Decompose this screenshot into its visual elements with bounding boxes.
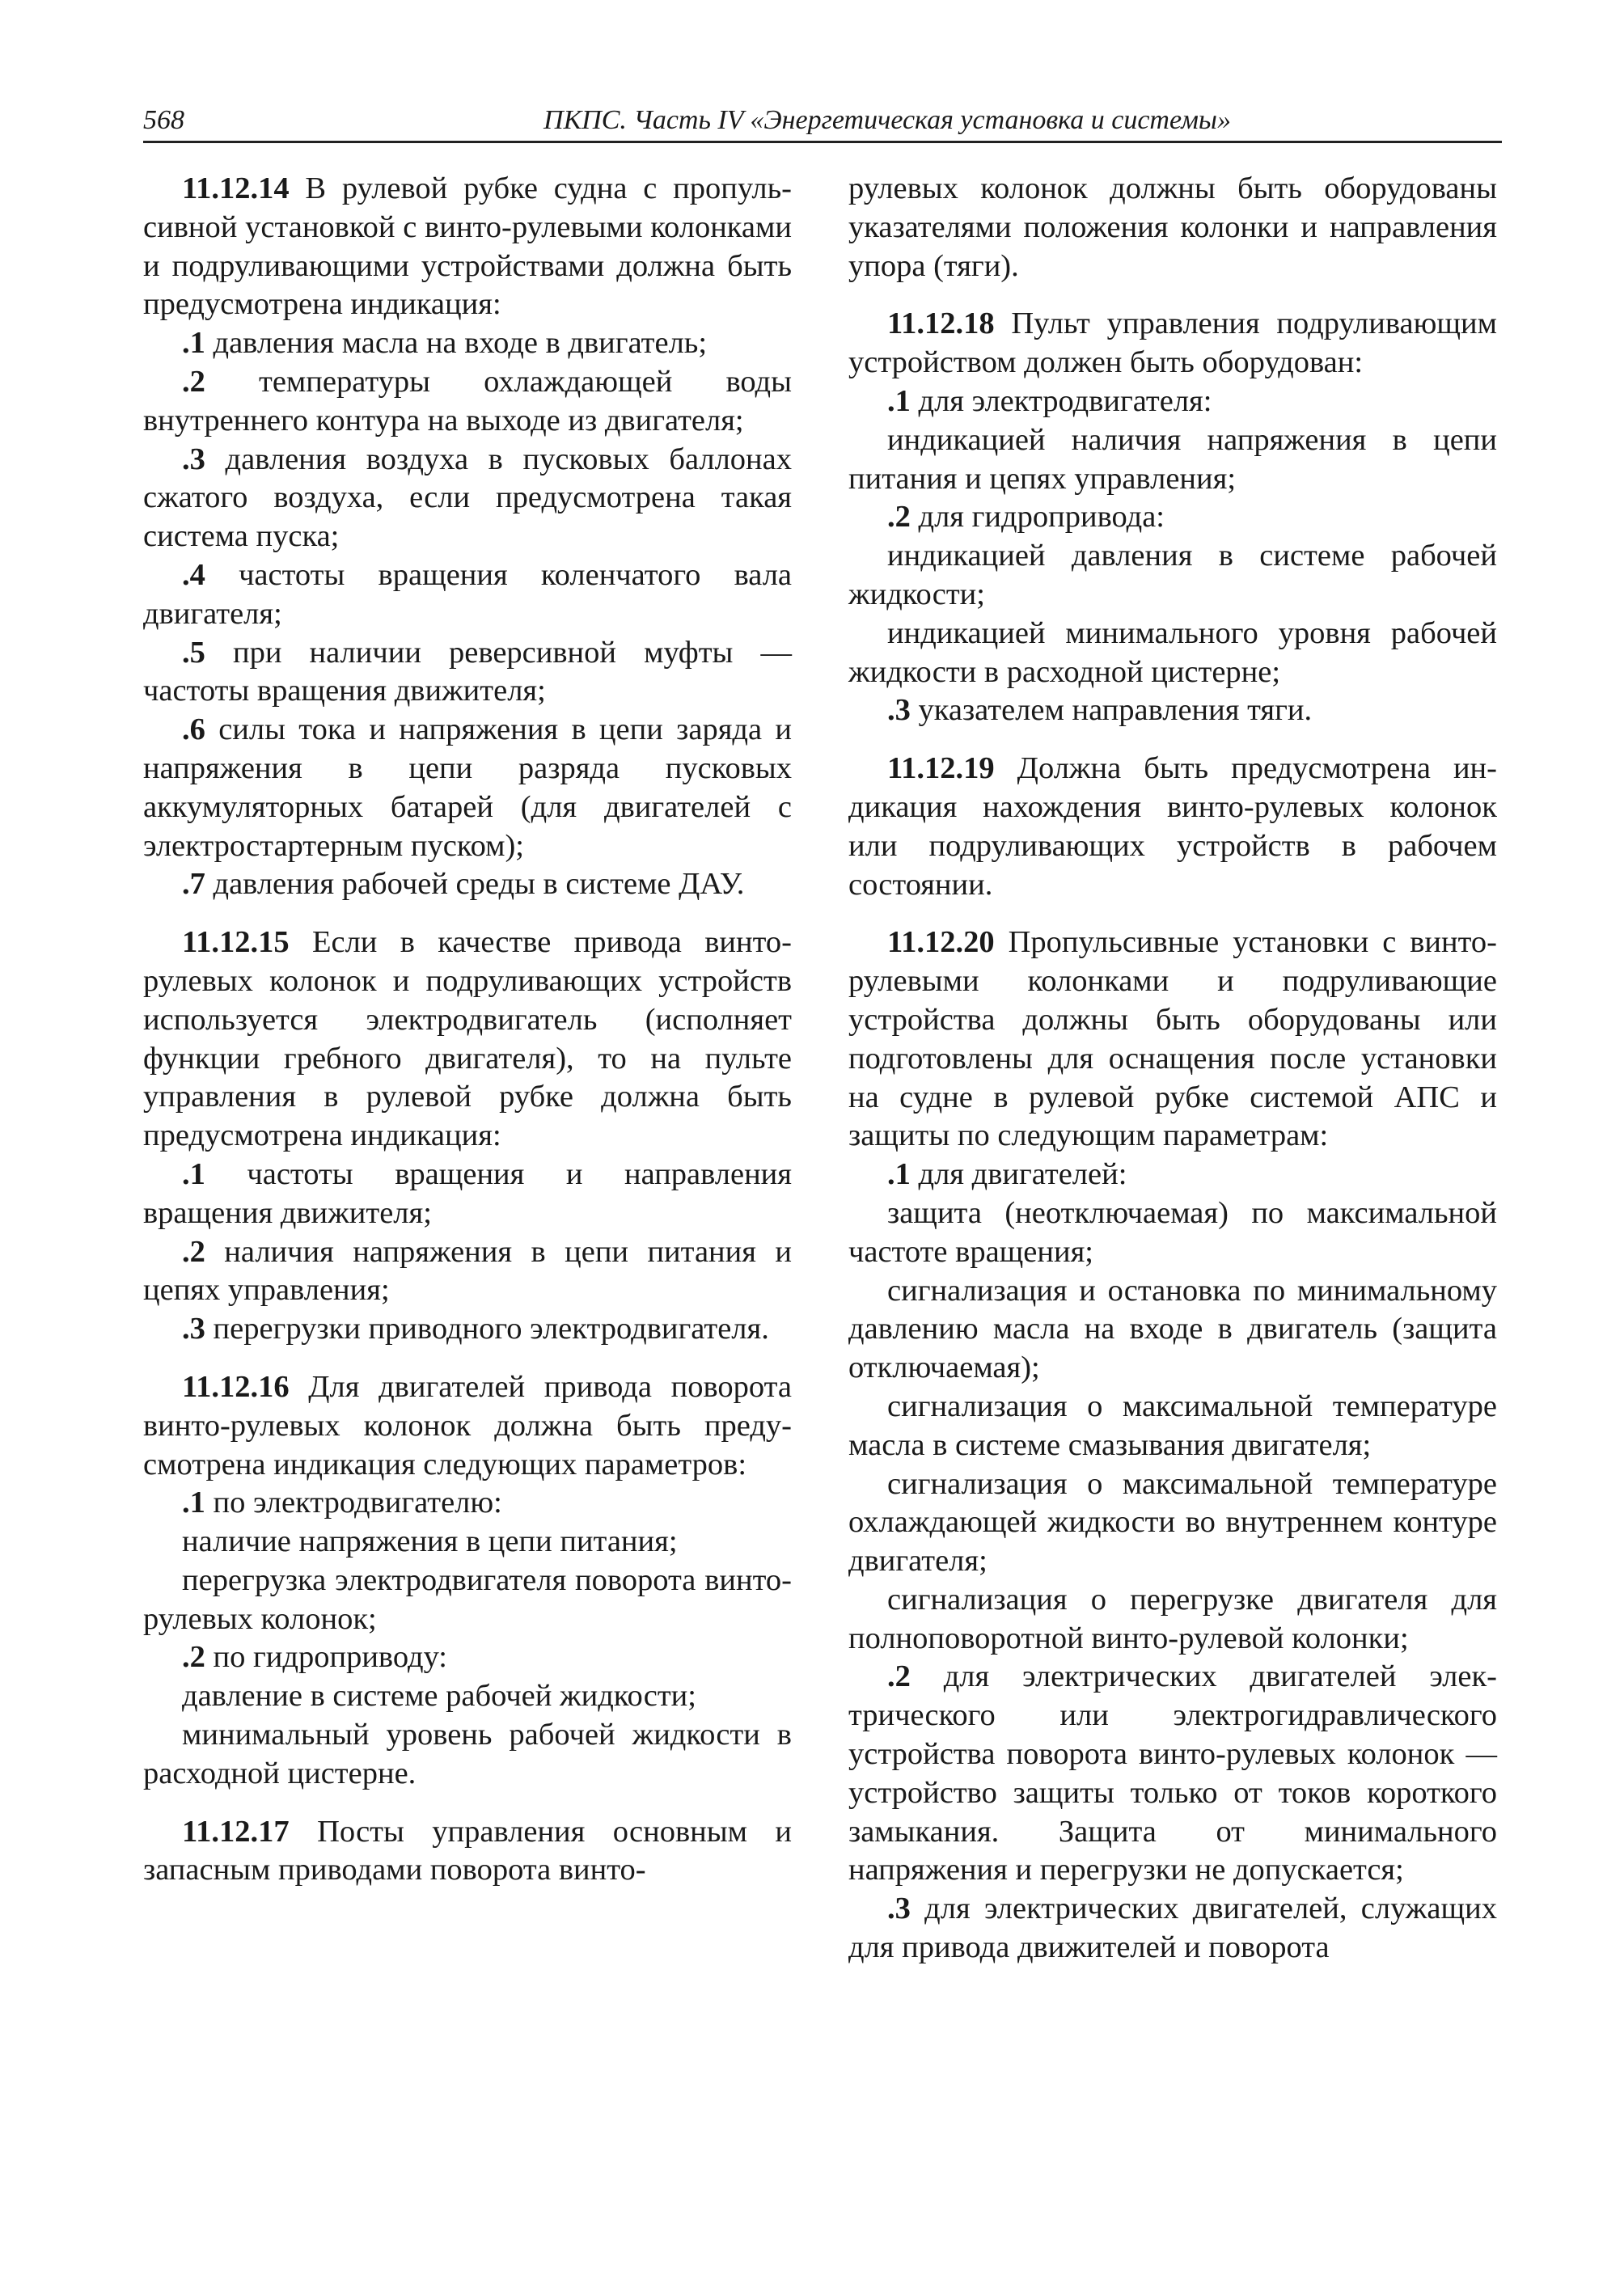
list-item — [848, 1658, 1497, 1890]
section-paragraph — [848, 924, 1497, 1156]
paragraph-text: по электродвигателю: — [205, 1486, 502, 1520]
paragraph-text: перегрузки приводного электродвигателя. — [205, 1312, 769, 1346]
sub-paragraph — [848, 421, 1497, 499]
item-label: .1 — [182, 326, 205, 361]
list-item — [848, 1156, 1497, 1194]
paragraph-text: перегрузка электродвигателя поворота винто-рулевых колонок; — [143, 1562, 792, 1636]
list-item — [143, 441, 792, 556]
list-item — [143, 1638, 792, 1677]
item-label: .2 — [887, 1659, 911, 1694]
paragraph-text: давления рабочей среды в системе ДАУ. — [205, 867, 745, 902]
section-paragraph — [848, 750, 1497, 904]
paragraph-text: давления масла на входе в двигатель; — [205, 326, 708, 361]
page-header — [143, 95, 1502, 143]
list-item — [848, 691, 1497, 730]
item-label: .3 — [887, 693, 911, 728]
list-item — [848, 1890, 1497, 1968]
paragraph-text: указателем направления тяги. — [910, 693, 1313, 728]
paragraph-text: для электродвигателя: — [910, 383, 1212, 418]
paragraph-text: Для двигателей привода поворота винто-рулевых колонок должна быть предусмотрена индикация следующих параметров: — [143, 1369, 792, 1482]
list-item — [143, 711, 792, 865]
continued-paragraph — [848, 170, 1497, 285]
sub-paragraph — [848, 1194, 1497, 1272]
section-number: 11.12.18 — [887, 306, 995, 341]
section-number: 11.12.15 — [182, 925, 290, 960]
item-label: .1 — [887, 383, 911, 418]
paragraph-text: Если в качестве привода винторулевых колонок и подруливающих устройств используется электродвигатель (исполняет функции гребного двигателя), то на пульте управления в рулевой рубке должна быть предусмотрена индикация: — [143, 925, 792, 1153]
paragraph-text: сигнализация о максимальной температуре масла в системе смазывания двигателя; — [848, 1389, 1497, 1462]
paragraph-text: сигнализация о перегрузке двигателя для полноповоротной винто-рулевой колонки; — [848, 1582, 1497, 1655]
paragraph-text: рулевых колонок должны быть оборудованы указателями положения колонки и направления упора (тяги). — [848, 171, 1497, 283]
list-item — [143, 1310, 792, 1349]
item-label: .3 — [182, 1312, 205, 1346]
section-number: 11.12.19 — [887, 751, 995, 786]
paragraph-text: сигнализация и остановка по минимальному давлению масла на входе в двигатель (защита отключаемая); — [848, 1273, 1497, 1385]
item-label: .2 — [182, 1640, 205, 1675]
section-number: 11.12.17 — [182, 1814, 290, 1849]
list-item — [848, 498, 1497, 537]
sub-paragraph — [848, 1388, 1497, 1465]
section-number: 11.12.20 — [887, 925, 995, 960]
list-item — [143, 556, 792, 634]
paragraph-text: наличие напряжения в цепи питания; — [182, 1524, 678, 1559]
paragraph-text: защита (неотключаемая) по максимальной частоте вращения; — [848, 1195, 1497, 1269]
running-title: ПКПС. Часть IV «Энергетическая установка и системы» — [543, 105, 1231, 135]
paragraph-text: температуры охлаждающей воды внутреннего контура на выходе из двигателя; — [143, 364, 792, 437]
item-label: .5 — [182, 635, 205, 670]
section-paragraph — [848, 305, 1497, 383]
item-label: .2 — [182, 364, 205, 399]
paragraph-text: давление в системе рабочей жидкости; — [182, 1679, 696, 1714]
sub-paragraph — [143, 1677, 792, 1716]
section-paragraph — [143, 1813, 792, 1891]
list-item — [143, 865, 792, 904]
item-label: .3 — [887, 1892, 911, 1926]
item-label: .3 — [182, 442, 205, 476]
paragraph-text: силы тока и напряжения в цепи заряда и напряжения в цепи разряда пусковых аккумуляторных батарей (для двигателей с электростартерным пуском); — [143, 712, 792, 863]
paragraph-text: наличия напряжения в цепи питания и цепях управления; — [143, 1234, 792, 1308]
paragraph-text: Пульт управления подруливающим устройством должен быть оборудован: — [848, 306, 1497, 380]
sub-paragraph — [848, 537, 1497, 615]
item-label: .1 — [182, 1156, 205, 1191]
paragraph-text: для электрических двигателей электрического или электрогидравлического устройства поворота винто-рулевых колонок — устройство защиты только от токов короткого замыкания. Защита от минимального напряжения и перегрузки не допускается; — [848, 1659, 1497, 1887]
item-label: .4 — [182, 557, 205, 592]
left-column — [143, 170, 792, 1890]
item-label: .1 — [887, 1157, 911, 1192]
paragraph-text: индикацией минимального уровня рабочей жидкости в расходной цистерне; — [848, 615, 1497, 689]
paragraph-text: для электрических двигателей, служащих для привода движителей и поворота — [848, 1892, 1497, 1965]
item-label: .1 — [182, 1486, 205, 1520]
paragraph-text: для двигателей: — [910, 1157, 1127, 1192]
list-item — [143, 324, 792, 363]
item-label: .6 — [182, 712, 205, 747]
paragraph-text: Пропульсивные установки с винто-рулевыми колонками и подруливающие устройства должны быть оборудованы или подготовлены для оснащения после установки на судне в рулевой рубке системой АПС и защиты по следующим параметрам: — [848, 925, 1497, 1153]
section-paragraph — [143, 1368, 792, 1484]
section-number: 11.12.16 — [182, 1369, 290, 1404]
list-item — [143, 1484, 792, 1523]
sub-paragraph — [143, 1523, 792, 1562]
paragraph-text: В рулевой рубке судна с пропульсивной установкой с винто-рулевыми колонками и подруливающими устройствами должна быть предусмотрена индикация: — [143, 171, 792, 322]
list-item — [848, 383, 1497, 421]
paragraph-text: минимальный уровень рабочей жидкости в расходной цистерне. — [143, 1718, 792, 1790]
item-label: .2 — [182, 1234, 205, 1269]
sub-paragraph — [848, 1272, 1497, 1388]
paragraph-text: сигнализация о максимальной температуре охлаждающей жидкости во внутреннем контуре двигателя; — [848, 1466, 1497, 1579]
page-number: 568 — [143, 105, 184, 135]
item-label: .7 — [182, 867, 205, 902]
list-item — [143, 363, 792, 441]
paragraph-text: давления воздуха в пусковых баллонах сжатого воздуха, если предусмотрена такая система пуска; — [143, 442, 792, 554]
list-item — [143, 634, 792, 712]
paragraph-text: частоты вращения и направления вращения движителя; — [143, 1156, 792, 1230]
section-number: 11.12.14 — [182, 171, 290, 205]
paragraph-text: индикацией наличия напряжения в цепи питания и цепях управления; — [848, 422, 1497, 496]
paragraph-text: для гидропривода: — [910, 500, 1165, 535]
list-item — [143, 1156, 792, 1233]
sub-paragraph — [143, 1562, 792, 1639]
section-paragraph — [143, 924, 792, 1156]
paragraph-text: индикацией давления в системе рабочей жидкости; — [848, 539, 1497, 611]
sub-paragraph — [848, 615, 1497, 692]
paragraph-text: Должна быть предусмотрена индикация нахождения винто-рулевых колонок или подруливающих устройств в рабочем состоянии. — [848, 751, 1497, 902]
section-paragraph — [143, 170, 792, 324]
right-column — [848, 170, 1497, 1968]
paragraph-text: по гидроприводу: — [205, 1640, 448, 1675]
sub-paragraph — [143, 1716, 792, 1794]
item-label: .2 — [887, 500, 911, 535]
sub-paragraph — [848, 1581, 1497, 1659]
paragraph-text: при наличии реверсивной муфты — частоты вращения движителя; — [143, 635, 792, 708]
sub-paragraph — [848, 1465, 1497, 1581]
list-item — [143, 1233, 792, 1311]
paragraph-text: частоты вращения коленчатого вала двигателя; — [143, 557, 792, 631]
paragraph-text: Посты управления основным и запасным приводами поворота винто- — [143, 1814, 792, 1887]
